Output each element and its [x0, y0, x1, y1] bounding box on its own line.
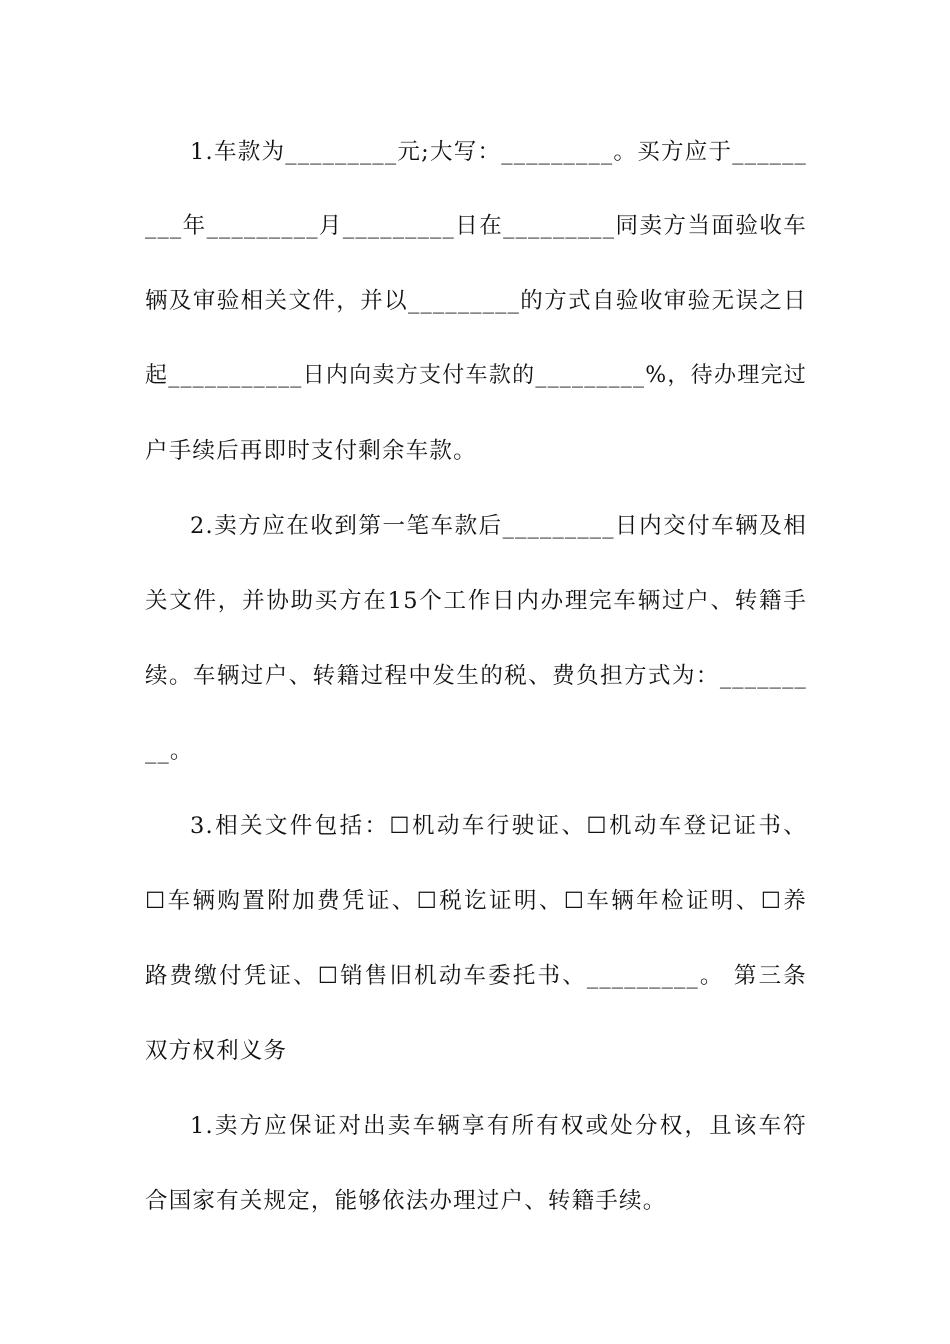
paragraph-3-line-1: 3.相关文件包括：☐机动车行驶证、☐机动车登记证书、 — [190, 813, 807, 839]
paragraph-1-line-3: 辆及审验相关文件，并以_________的方式自验收审验无误之日 — [145, 288, 807, 314]
paragraph-2-line-1: 2.卖方应在收到第一笔车款后_________日内交付车辆及相 — [190, 513, 807, 539]
paragraph-4-line-1: 1.卖方应保证对出卖车辆享有所有权或处分权，且该车符 — [190, 1113, 807, 1139]
paragraph-1-line-2: ___年_________月_________日在_________同卖方当面验收车 — [145, 213, 807, 239]
paragraph-2-line-2: 关文件，并协助买方在15个工作日内办理完车辆过户、转籍手 — [145, 588, 807, 614]
paragraph-1-line-5: 户手续后再即时支付剩余车款。 — [145, 438, 477, 464]
paragraph-2-line-3: 续。车辆过户、转籍过程中发生的税、费负担方式为：_______ — [145, 663, 807, 689]
paragraph-3-line-2: ☐车辆购置附加费凭证、☐税讫证明、☐车辆年检证明、☐养 — [145, 888, 807, 914]
paragraph-2-line-4: __。 — [145, 738, 194, 764]
paragraph-3-line-3: 路费缴付凭证、☐销售旧机动车委托书、_________。 第三条 — [145, 963, 807, 989]
paragraph-4-line-2: 合国家有关规定，能够依法办理过户、转籍手续。 — [145, 1188, 667, 1214]
paragraph-1-line-1: 1.车款为_________元;大写：_________。买方应于______ — [190, 139, 807, 165]
section-heading-rights-obligations: 双方权利义务 — [145, 1038, 288, 1064]
paragraph-1-line-4: 起___________日内向卖方支付车款的_________%，待办理完过 — [145, 363, 807, 388]
